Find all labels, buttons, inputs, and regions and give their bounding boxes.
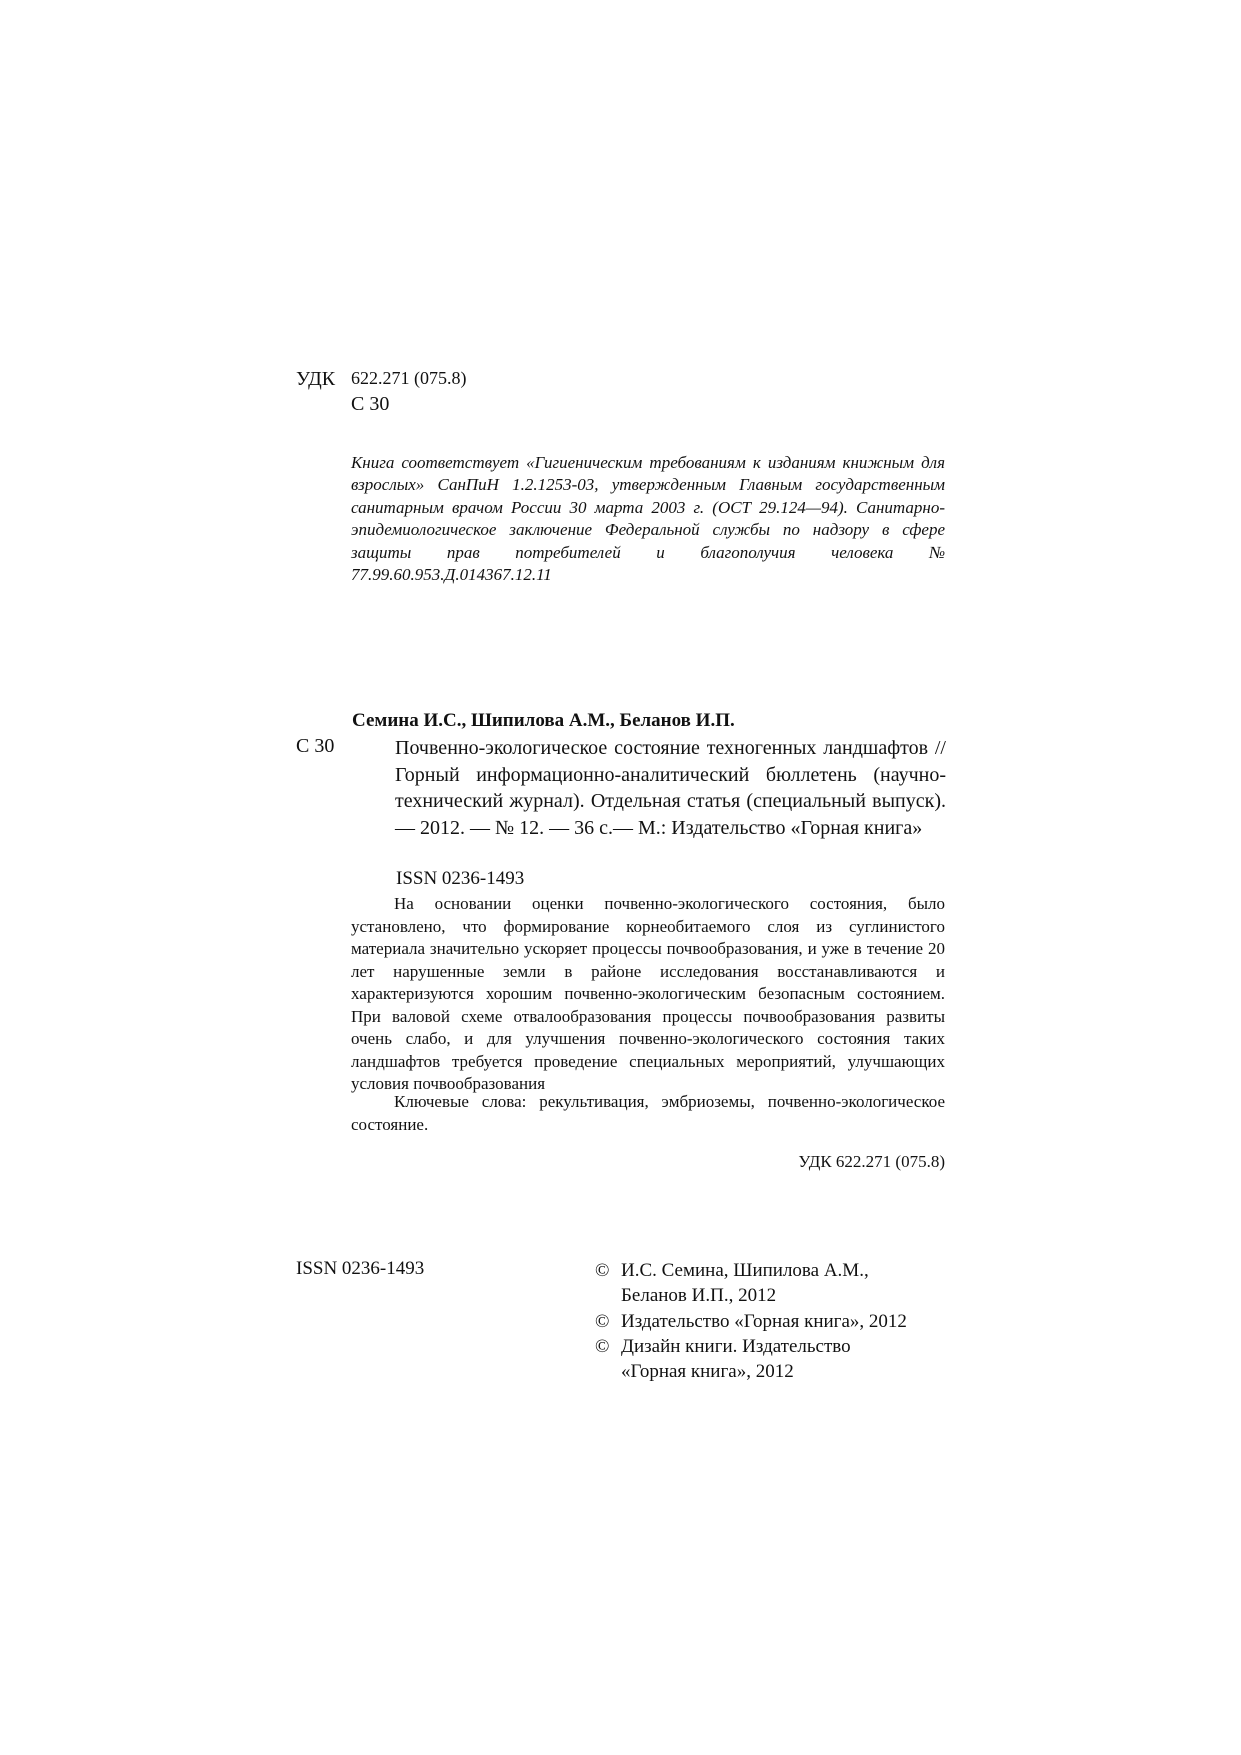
udk-label: УДК [296,368,336,390]
record-udk: УДК 622.271 (075.8) [798,1152,945,1171]
copyright-text: Дизайн книги. Издательство «Горная книга», 2012 [621,1335,851,1383]
sanpin-notice: Книга соответствует «Гигиеническим требованиям к изданиям книжным для взрослых» СанПиН 1.2.1253-03, утвержденным Главным государственным санитарным врачом России 30 марта 2003 г. (ОСТ 29.124—94). Санитарно-эпидемиологическое заключение Федеральной службы по надзору в сфере защиты прав потребителей и благополучия человека № 77.99.60.953.Д.014367.12.11 [351,453,945,585]
copyright-symbol: © [595,1260,610,1281]
copyright-text: И.С. Семина, Шипилова А.М., Беланов И.П., 2012 [621,1260,869,1307]
copyright-symbol: © [595,1335,610,1357]
copyright-item [595,1258,955,1309]
author-index: С 30 [351,393,390,415]
footer-issn: ISSN 0236-1493 [296,1258,425,1279]
copyright-item [595,1334,955,1385]
record-keywords: Ключевые слова: рекультивация, эмбриоземы, почвенно-экологическое состояние. [351,1092,945,1134]
record-title: Почвенно-экологическое состояние техногенных ландшафтов // Горный информационно-аналитический бюллетень (научно-технический журнал). Отдельная статья (специальный выпуск).— 2012. — № 12. — 36 с.— М.: Издательство «Горная книга» [395,737,946,839]
udk-code: 622.271 (075.8) [351,368,467,388]
record-issn: ISSN 0236-1493 [396,868,525,889]
copyright-item [595,1309,955,1334]
copyright-text: Издательство «Горная книга», 2012 [621,1310,907,1332]
record-index: С 30 [296,735,335,757]
record-authors: Семина И.С., Шипилова А.М., Беланов И.П. [352,710,735,731]
copyright-list [595,1258,955,1384]
copyright-symbol: © [595,1310,610,1332]
record-abstract: На основании оценки почвенно-экологического состояния, было установлено, что формирование корнеобитаемого слоя из суглинистого материала значительно ускоряет процессы почвообразования, и уже в течение 20 лет нарушенные земли в районе исследования восстанавливаются и характеризуются хорошим почвенно-экологическим безопасным состоянием. При валовой схеме отвалообразования процессы почвообразования развиты очень слабо, и для улучшения почвенно-экологического состояния таких ландшафтов требуется проведение специальных мероприятий, улучшающих условия почвообразования [351,894,945,1093]
